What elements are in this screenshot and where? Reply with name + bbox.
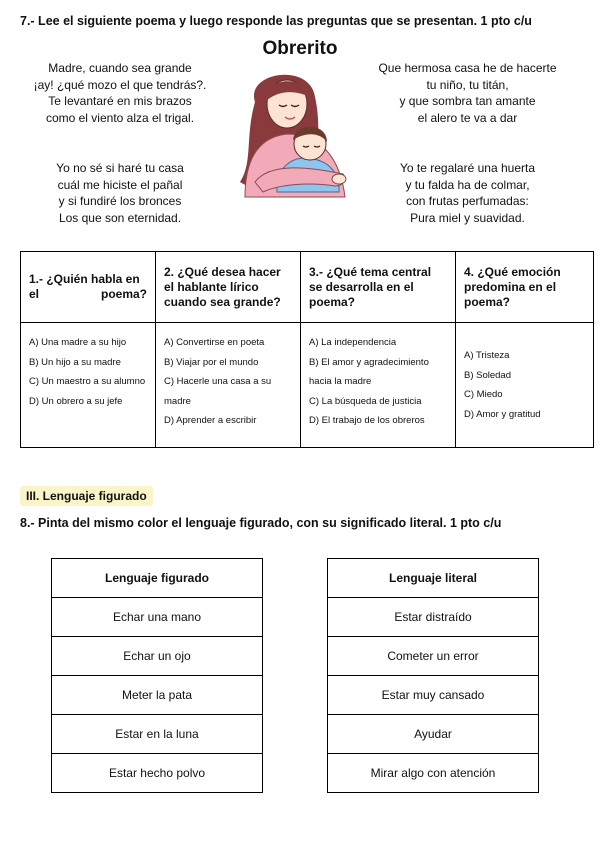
literal-item[interactable]: Mirar algo con atención (328, 754, 539, 793)
question-7-title: 7.- Lee el siguiente poema y luego responde las preguntas que se presentan. 1 pto c/u (20, 14, 532, 28)
option-d[interactable]: D) Amor y gratitud (464, 408, 541, 420)
option-c[interactable]: C) Un maestro a su alumno (29, 376, 146, 387)
poem-stanza-2 (20, 160, 220, 226)
option-b[interactable]: B) Un hijo a su madre (29, 356, 121, 368)
mother-hugging-child-illustration (215, 62, 365, 212)
figurative-item[interactable]: Echar una mano (52, 598, 263, 637)
poem-stanza-3 (365, 60, 570, 126)
option-b[interactable]: B) Soledad (464, 369, 512, 381)
poem-line: Yo no sé si haré tu casa (56, 161, 184, 175)
question-2-options (156, 323, 301, 448)
poem-line: cuál me hiciste el pañal (57, 177, 183, 192)
poem-line: tu niño, tu titán, (426, 77, 509, 92)
literal-language-table (327, 558, 539, 793)
option-b[interactable]: B) Viajar por el mundo (164, 356, 259, 368)
literal-item[interactable]: Cometer un error (328, 637, 539, 676)
comprehension-questions-table (20, 251, 594, 448)
option-b[interactable]: B) El amor y agradecimiento hacia la madre (309, 356, 429, 387)
figurative-item[interactable]: Echar un ojo (52, 637, 263, 676)
poem-line: ¡ay! ¿qué mozo el que tendrás?. (33, 77, 207, 92)
poem-line: y que sombra tan amante (399, 94, 536, 108)
literal-header: Lenguaje literal (328, 559, 539, 598)
poem-line: y si fundiré los bronces (58, 194, 182, 208)
poem-line: Que hermosa casa he de hacerte (378, 61, 557, 75)
option-c[interactable]: C) Hacerle una casa a su madre (164, 376, 272, 407)
question-4-header: 4. ¿Qué emoción predomina en el poema? (456, 252, 594, 323)
literal-item[interactable]: Estar muy cansado (328, 676, 539, 715)
question-8-title: 8.- Pinta del mismo color el lenguaje figurado, con su significado literal. 1 pto c/u (20, 516, 502, 530)
question-1-options (21, 323, 156, 448)
poem-stanza-1 (20, 60, 220, 126)
poem-stanza-4 (365, 160, 570, 226)
figurative-item[interactable]: Meter la pata (52, 676, 263, 715)
option-a[interactable]: A) La independencia (309, 337, 397, 348)
figurative-language-table (51, 558, 263, 793)
poem-line: con frutas perfumadas: (406, 194, 529, 208)
literal-item[interactable]: Ayudar (328, 715, 539, 754)
poem-line: Madre, cuando sea grande (48, 61, 192, 75)
option-d[interactable]: D) El trabajo de los obreros (309, 415, 425, 426)
question-3-options (301, 323, 456, 448)
option-c[interactable]: C) Miedo (464, 389, 503, 400)
question-3-header: 3.- ¿Qué tema central se desarrolla en el poema? (301, 252, 456, 323)
question-2-header: 2. ¿Qué desea hacer el hablante lírico cuando sea grande? (156, 252, 301, 323)
poem-line: y tu falda ha de colmar, (405, 177, 530, 192)
poem-line: Los que son eternidad. (58, 210, 182, 225)
question-4-options (456, 323, 594, 448)
section-3-label: III. Lenguaje figurado (20, 486, 153, 506)
poem-line: Pura miel y suavidad. (410, 210, 525, 225)
option-a[interactable]: A) Una madre a su hijo (29, 337, 127, 348)
poem-title: Obrerito (262, 38, 338, 59)
poem-line: Yo te regalaré una huerta (400, 161, 535, 175)
figurative-header: Lenguaje figurado (52, 559, 263, 598)
option-a[interactable]: A) Convertirse en poeta (164, 337, 265, 348)
figurative-item[interactable]: Estar hecho polvo (52, 754, 263, 793)
option-d[interactable]: D) Un obrero a su jefe (29, 395, 123, 407)
literal-item[interactable]: Estar distraído (328, 598, 539, 637)
option-d[interactable]: D) Aprender a escribir (164, 415, 257, 426)
option-a[interactable]: A) Tristeza (464, 350, 510, 361)
option-c[interactable]: C) La búsqueda de justicia (309, 395, 422, 407)
poem-line: el alero te va a dar (417, 110, 518, 125)
figurative-item[interactable]: Estar en la luna (52, 715, 263, 754)
poem-line: Te levantaré en mis brazos (48, 94, 192, 108)
poem-line: como el viento alza el trigal. (45, 110, 195, 125)
question-1-header: 1.- ¿Quién habla en el poema? (21, 252, 156, 323)
